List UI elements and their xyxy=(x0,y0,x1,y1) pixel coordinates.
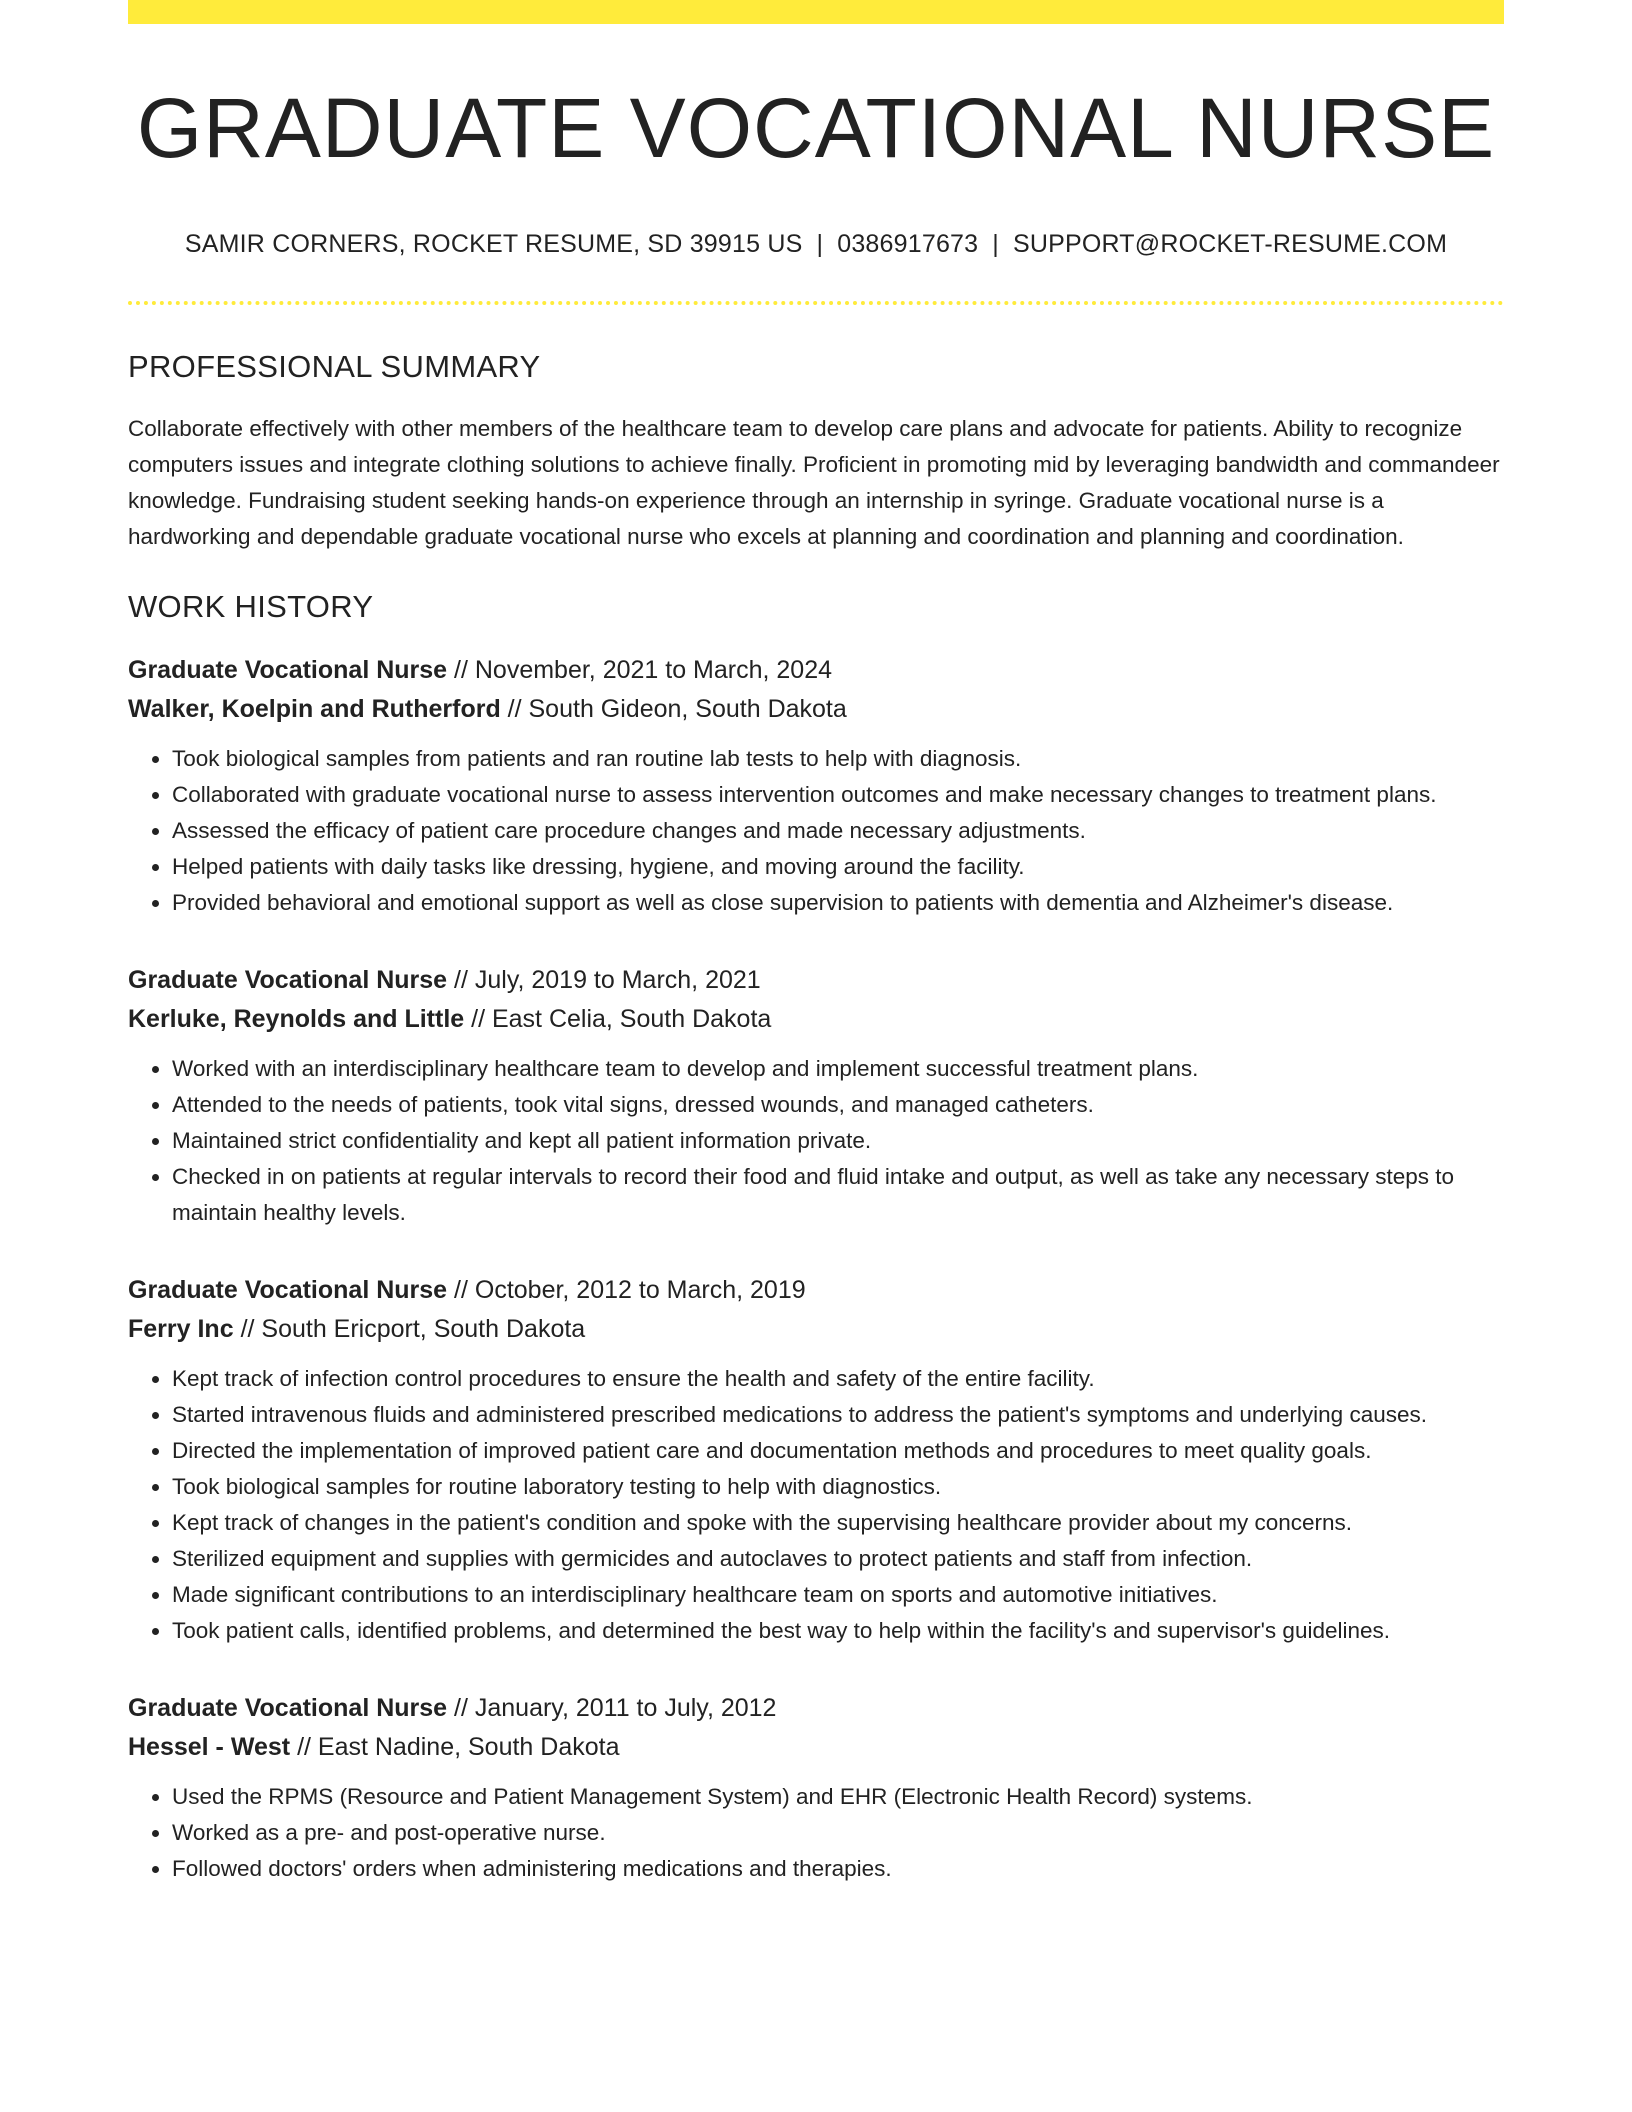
contact-line xyxy=(128,230,1504,259)
job-bullets xyxy=(128,1051,1504,1231)
contact-address: SAMIR CORNERS, ROCKET RESUME, SD 39915 US xyxy=(184,230,803,259)
job-bullet-item: • Started intravenous fluids and administered prescribed medications to address the patient's symptoms and underlying causes. xyxy=(172,1397,1504,1433)
job-entry xyxy=(128,1689,1504,1887)
job-bullet-item: • Kept track of changes in the patient's condition and spoke with the supervising healthcare provider about my concerns. xyxy=(172,1505,1504,1541)
job-company-line xyxy=(128,1310,1504,1349)
job-location: // South Ericport, South Dakota xyxy=(240,1315,586,1344)
resume-page xyxy=(128,0,1504,1887)
job-company: Kerluke, Reynolds and Little xyxy=(128,1005,465,1034)
job-bullet-item: • Helped patients with daily tasks like dressing, hygiene, and moving around the facility. xyxy=(172,849,1504,885)
job-bullet-item: • Maintained strict confidentiality and kept all patient information private. xyxy=(172,1123,1504,1159)
job-bullet-item: • Used the RPMS (Resource and Patient Management System) and EHR (Electronic Health Record) systems. xyxy=(172,1779,1504,1815)
job-title: Graduate Vocational Nurse xyxy=(128,966,448,995)
job-title-line xyxy=(128,1689,1504,1728)
job-bullet-item: • Made significant contributions to an interdisciplinary healthcare team on sports and automotive initiatives. xyxy=(172,1577,1504,1613)
job-bullets xyxy=(128,1361,1504,1649)
dotted-divider xyxy=(128,301,1504,305)
job-bullet-item: • Attended to the needs of patients, took vital signs, dressed wounds, and managed catheters. xyxy=(172,1087,1504,1123)
job-bullet-item: • Checked in on patients at regular intervals to record their food and fluid intake and output, as well as take any necessary steps to maintain healthy levels. xyxy=(172,1159,1504,1231)
job-location: // East Celia, South Dakota xyxy=(471,1005,772,1034)
job-bullets xyxy=(128,1779,1504,1887)
job-entry xyxy=(128,651,1504,921)
contact-phone: 0386917673 xyxy=(837,230,979,259)
job-company-line xyxy=(128,1728,1504,1767)
resume-name: GRADUATE VOCATIONAL NURSE xyxy=(136,81,1496,175)
job-location: // South Gideon, South Dakota xyxy=(507,695,847,724)
work-history-heading: WORK HISTORY xyxy=(128,589,374,625)
job-bullet-item: • Took biological samples for routine laboratory testing to help with diagnostics. xyxy=(172,1469,1504,1505)
job-title-line xyxy=(128,961,1504,1000)
job-company-line xyxy=(128,1000,1504,1039)
job-title-line xyxy=(128,1271,1504,1310)
job-bullet-item: • Worked with an interdisciplinary healthcare team to develop and implement successful treatment plans. xyxy=(172,1051,1504,1087)
summary-heading: PROFESSIONAL SUMMARY xyxy=(128,349,541,385)
top-accent-bar xyxy=(128,0,1504,24)
job-company-line xyxy=(128,690,1504,729)
job-bullet-item: • Worked as a pre- and post-operative nurse. xyxy=(172,1815,1504,1851)
job-dates: // November, 2021 to March, 2024 xyxy=(454,656,833,685)
job-entry xyxy=(128,961,1504,1231)
job-title: Graduate Vocational Nurse xyxy=(128,1276,448,1305)
job-title: Graduate Vocational Nurse xyxy=(128,656,448,685)
job-bullet-item: • Provided behavioral and emotional support as well as close supervision to patients with dementia and Alzheimer's disease. xyxy=(172,885,1504,921)
summary-text: Collaborate effectively with other members of the healthcare team to develop care plans and advocate for patients. Ability to recognize computers issues and integrate clothing solutions to achieve finally. Proficient in promoting mid by leveraging bandwidth and commandeer knowledge. Fundraising student seeking hands-on experience through an internship in syringe. Graduate vocational nurse is a hardworking and dependable graduate vocational nurse who excels at planning and coordination and planning and coordination. xyxy=(128,416,1500,550)
contact-separator: | xyxy=(816,230,824,259)
job-dates: // July, 2019 to March, 2021 xyxy=(454,966,761,995)
job-bullet-item: • Took biological samples from patients and ran routine lab tests to help with diagnosis. xyxy=(172,741,1504,777)
contact-separator: | xyxy=(992,230,999,259)
job-dates: // October, 2012 to March, 2019 xyxy=(454,1276,806,1305)
job-bullet-item: • Followed doctors' orders when administering medications and therapies. xyxy=(172,1851,1504,1887)
job-bullets xyxy=(128,741,1504,921)
job-title-line xyxy=(128,651,1504,690)
job-bullet-item: • Assessed the efficacy of patient care procedure changes and made necessary adjustments. xyxy=(172,813,1504,849)
job-dates: // January, 2011 to July, 2012 xyxy=(454,1694,777,1723)
job-entry xyxy=(128,1271,1504,1649)
job-bullet-item: • Directed the implementation of improved patient care and documentation methods and procedures to meet quality goals. xyxy=(172,1433,1504,1469)
job-company: Walker, Koelpin and Rutherford xyxy=(128,695,501,724)
job-location: // East Nadine, South Dakota xyxy=(297,1733,620,1762)
job-bullet-item: • Collaborated with graduate vocational nurse to assess intervention outcomes and make necessary changes to treatment plans. xyxy=(172,777,1504,813)
job-title: Graduate Vocational Nurse xyxy=(128,1694,448,1723)
job-company: Hessel - West xyxy=(128,1733,291,1762)
contact-email: SUPPORT@ROCKET-RESUME.COM xyxy=(1012,230,1448,259)
job-company: Ferry Inc xyxy=(128,1315,234,1344)
job-bullet-item: • Took patient calls, identified problems, and determined the best way to help within the facility's and supervisor's guidelines. xyxy=(172,1613,1504,1649)
work-history-list xyxy=(128,651,1504,1887)
job-bullet-item: • Kept track of infection control procedures to ensure the health and safety of the entire facility. xyxy=(172,1361,1504,1397)
job-bullet-item: • Sterilized equipment and supplies with germicides and autoclaves to protect patients and staff from infection. xyxy=(172,1541,1504,1577)
